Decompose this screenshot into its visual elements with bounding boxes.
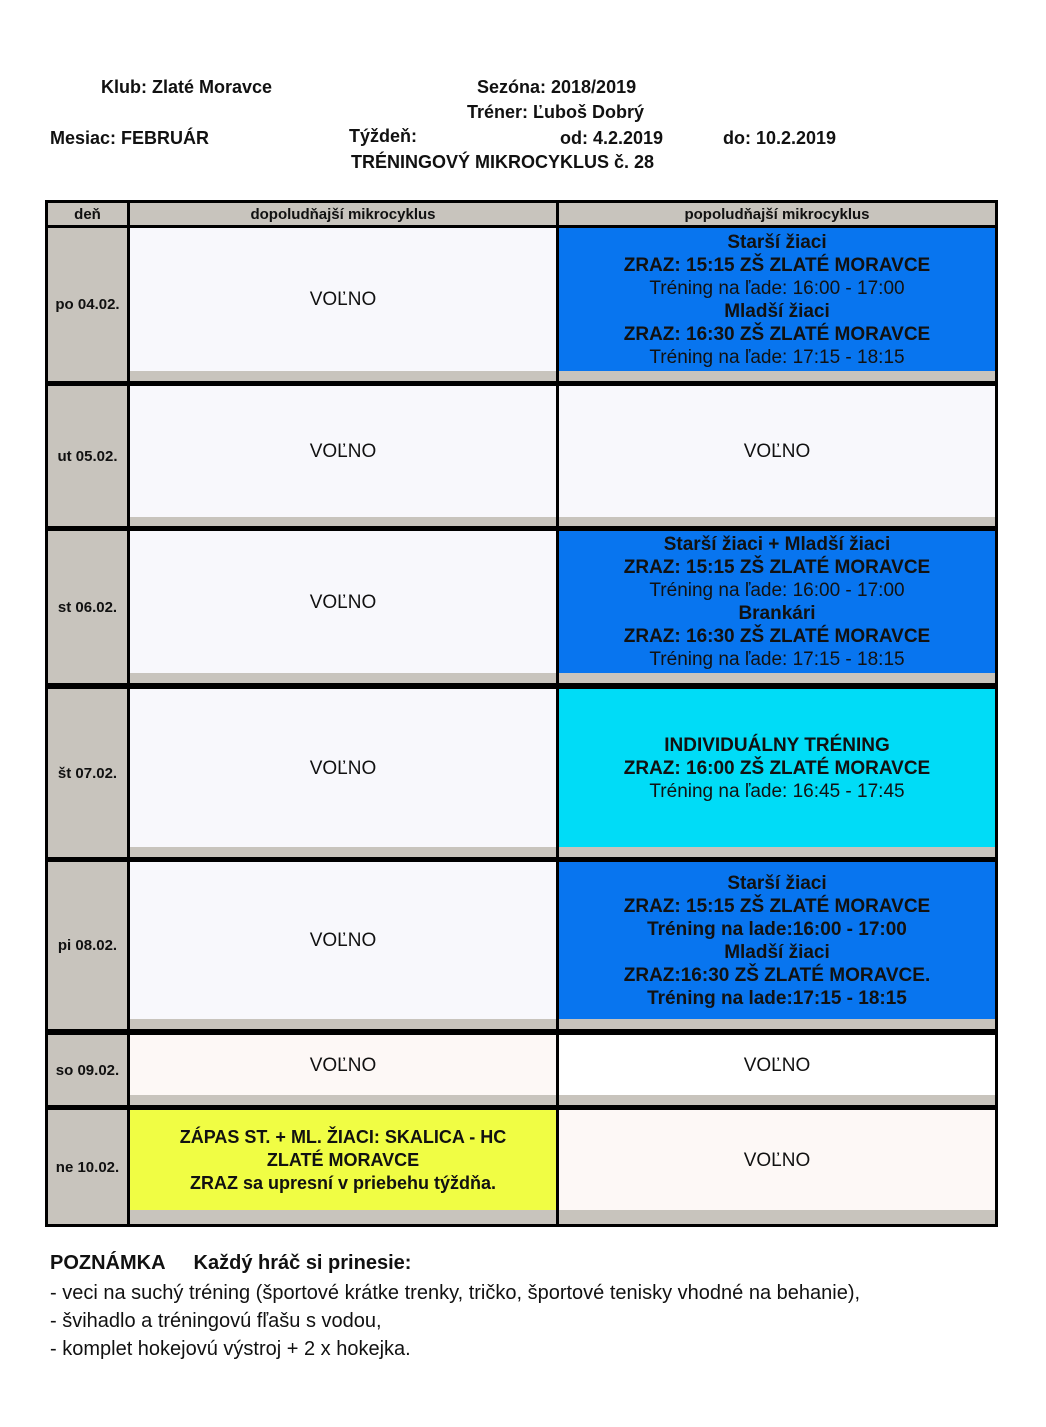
morning-cell <box>130 862 556 1019</box>
note-subtitle: Každý hráč si prinesie: <box>193 1252 412 1274</box>
morning-line: ZLATÉ MORAVCE <box>266 1149 420 1170</box>
morning-line: VOĽNO <box>309 591 377 613</box>
morning-line: VOĽNO <box>309 757 377 779</box>
afternoon-line: ZRAZ: 15:15 ZŠ ZLATÉ MORAVCE <box>623 895 931 917</box>
month-label: Mesiac: FEBRUÁR <box>50 128 210 148</box>
afternoon-line: Tréning na ľade: 16:00 - 17:00 <box>649 277 905 299</box>
week-from: od: 4.2.2019 <box>560 128 664 148</box>
week-to: do: 10.2.2019 <box>723 128 837 148</box>
afternoon-line: VOĽNO <box>743 1054 811 1076</box>
afternoon-line: ZRAZ: 16:30 ZŠ ZLATÉ MORAVCE <box>623 626 931 647</box>
morning-line: VOĽNO <box>309 441 377 462</box>
afternoon-line: ZRAZ: 16:00 ZŠ ZLATÉ MORAVCE <box>623 757 931 779</box>
row-separator <box>130 1019 556 1029</box>
afternoon-line: VOĽNO <box>743 441 811 462</box>
row-separator <box>559 517 995 526</box>
row-separator <box>559 1210 995 1224</box>
note-header <box>50 1252 411 1275</box>
afternoon-line: Starší žiaci <box>727 872 827 894</box>
morning-cell <box>130 386 556 517</box>
afternoon-line: INDIVIDUÁLNY TRÉNING <box>664 734 890 756</box>
afternoon-line: Tréning na lade:17:15 - 18:15 <box>647 987 907 1009</box>
day-cell: pi 08.02. <box>48 862 127 1029</box>
season-label: Sezóna: 2018/2019 <box>477 77 637 97</box>
afternoon-cell <box>559 1110 995 1210</box>
header-day: deň <box>48 203 127 225</box>
afternoon-line: ZRAZ: 15:15 ZŠ ZLATÉ MORAVCE <box>623 557 931 578</box>
row-separator <box>559 1095 995 1105</box>
schedule-table <box>45 200 998 1227</box>
header-afternoon: popoludňajší mikrocyklus <box>559 203 995 225</box>
afternoon-cell <box>559 228 995 371</box>
club-label: Klub: Zlaté Moravce <box>101 77 273 97</box>
row-separator <box>559 847 995 857</box>
morning-line: VOĽNO <box>309 1054 377 1076</box>
microcycle-title: TRÉNINGOVÝ MIKROCYKLUS č. 28 <box>351 152 655 172</box>
afternoon-cell <box>559 1035 995 1095</box>
afternoon-cell <box>559 531 995 673</box>
afternoon-line: Tréning na ľade: 17:15 - 18:15 <box>649 649 905 670</box>
afternoon-line: ZRAZ:16:30 ZŠ ZLATÉ MORAVCE. <box>623 964 931 986</box>
morning-cell <box>130 228 556 371</box>
week-label: Týždeň: <box>349 126 418 146</box>
row-separator <box>559 371 995 381</box>
morning-cell <box>130 689 556 847</box>
note-item: - veci na suchý tréning (športové krátke trenky, tričko, športové tenisky vhodné na behanie), <box>50 1282 861 1304</box>
morning-cell <box>130 531 556 673</box>
day-cell: ut 05.02. <box>48 386 127 526</box>
afternoon-line: Tréning na ľade: 16:00 - 17:00 <box>649 580 905 601</box>
row-separator <box>130 517 556 526</box>
morning-line: VOĽNO <box>309 289 377 310</box>
row-separator <box>559 1019 995 1029</box>
morning-line: ZÁPAS ST. + ML. ŽIACI: SKALICA - HC <box>179 1126 507 1147</box>
afternoon-line: VOĽNO <box>743 1149 811 1171</box>
morning-line: ZRAZ sa upresní v priebehu týždňa. <box>189 1172 497 1193</box>
morning-cell <box>130 1110 556 1210</box>
coach-label: Tréner: Ľuboš Dobrý <box>467 102 645 122</box>
morning-cell <box>130 1035 556 1095</box>
note-item: - komplet hokejovú výstroj + 2 x hokejka. <box>50 1338 411 1360</box>
day-cell: št 07.02. <box>48 689 127 857</box>
afternoon-cell <box>559 689 995 847</box>
afternoon-cell <box>559 386 995 517</box>
row-separator <box>559 673 995 683</box>
afternoon-line: Tréning na ľade: 16:45 - 17:45 <box>649 780 905 802</box>
header-morning: dopoludňajší mikrocyklus <box>130 203 556 225</box>
afternoon-line: Tréning na ľade: 17:15 - 18:15 <box>649 346 905 368</box>
day-cell: so 09.02. <box>48 1035 127 1105</box>
row-separator <box>130 371 556 381</box>
day-cell: ne 10.02. <box>48 1110 127 1224</box>
note-item: - švihadlo a tréningovú fľašu s vodou, <box>50 1310 382 1332</box>
afternoon-line: ZRAZ: 15:15 ZŠ ZLATÉ MORAVCE <box>623 254 931 276</box>
afternoon-line: Brankári <box>738 603 816 624</box>
morning-line: VOĽNO <box>309 930 377 951</box>
day-cell: st 06.02. <box>48 531 127 683</box>
note-title: POZNÁMKA <box>50 1252 166 1274</box>
afternoon-line: Tréning na lade:16:00 - 17:00 <box>647 918 907 940</box>
afternoon-line: Starší žiaci <box>727 231 827 253</box>
afternoon-line: Mladší žiaci <box>724 300 830 322</box>
afternoon-line: Mladší žiaci <box>724 941 830 963</box>
day-cell: po 04.02. <box>48 228 127 381</box>
row-separator <box>130 673 556 683</box>
row-separator <box>130 1210 556 1224</box>
afternoon-line: Starší žiaci + Mladší žiaci <box>663 534 891 555</box>
row-separator <box>130 1095 556 1105</box>
row-separator <box>130 847 556 857</box>
afternoon-cell <box>559 862 995 1019</box>
afternoon-line: ZRAZ: 16:30 ZŠ ZLATÉ MORAVCE <box>623 323 931 345</box>
